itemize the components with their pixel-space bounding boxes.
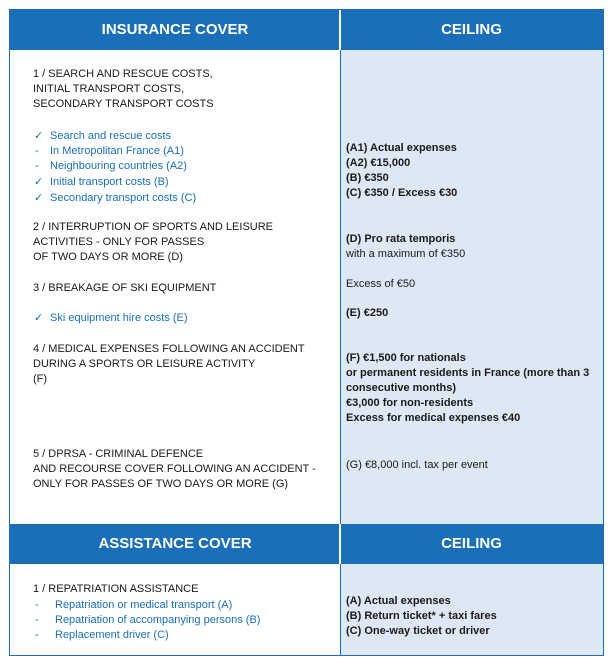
insurance-ceiling-heading: CEILING bbox=[441, 21, 502, 38]
section2-title-line1: 2 / INTERRUPTION OF SPORTS AND LEISURE bbox=[33, 221, 274, 233]
dash-marker: - bbox=[35, 614, 39, 626]
section2-title-line2: ACTIVITIES - ONLY FOR PASSES bbox=[33, 236, 205, 248]
ceiling-g: (G) €8,000 incl. tax per event bbox=[346, 459, 488, 471]
ceiling-excess-50: Excess of €50 bbox=[346, 278, 416, 290]
item-secondary-transport: Secondary transport costs (C) bbox=[50, 192, 197, 204]
dash-marker: - bbox=[35, 599, 39, 611]
dash-marker: - bbox=[35, 629, 39, 641]
item-repatriation-accompanying: Repatriation of accompanying persons (B) bbox=[55, 614, 261, 626]
insurance-cover-heading: INSURANCE COVER bbox=[101, 21, 249, 38]
section5-title-line3: ONLY FOR PASSES OF TWO DAYS OR MORE (G) bbox=[33, 478, 289, 490]
ceiling-c: (C) €350 / Excess €30 bbox=[346, 187, 458, 199]
ceiling-f-non-residents: €3,000 for non-residents bbox=[346, 397, 474, 409]
ceiling-e: (E) €250 bbox=[346, 307, 389, 319]
section2-title-line3: OF TWO DAYS OR MORE (D) bbox=[33, 251, 183, 263]
section4-title-line3: (F) bbox=[33, 373, 48, 385]
ceiling-f-nationals: (F) €1,500 for nationals bbox=[346, 352, 466, 364]
item-metropolitan-france: In Metropolitan France (A1) bbox=[50, 145, 184, 157]
check-icon: ✓ bbox=[34, 312, 44, 324]
dash-marker: - bbox=[35, 160, 39, 172]
item-search-rescue: Search and rescue costs bbox=[50, 130, 172, 142]
ceiling-d-max: with a maximum of €350 bbox=[346, 248, 466, 260]
ceiling-assist-a: (A) Actual expenses bbox=[346, 595, 451, 607]
ceiling-f-excess: Excess for medical expenses €40 bbox=[346, 412, 521, 424]
section5-title-line2: AND RECOURSE COVER FOLLOWING AN ACCIDENT - bbox=[33, 463, 316, 475]
dash-marker: - bbox=[35, 145, 39, 157]
ceiling-a1: (A1) Actual expenses bbox=[346, 142, 457, 154]
item-repatriation-medical: Repatriation or medical transport (A) bbox=[55, 599, 233, 611]
assistance-header-row bbox=[10, 524, 603, 564]
ceiling-d: (D) Pro rata temporis bbox=[346, 233, 456, 245]
section5-title-line1: 5 / DPRSA - CRIMINAL DEFENCE bbox=[33, 448, 204, 460]
check-icon: ✓ bbox=[34, 130, 44, 142]
coverage-table bbox=[9, 9, 604, 656]
item-ski-equipment-hire: Ski equipment hire costs (E) bbox=[50, 312, 188, 324]
insurance-header-row bbox=[10, 10, 603, 50]
ceiling-a2: (A2) €15,000 bbox=[346, 157, 411, 169]
section1-title-line2: INITIAL TRANSPORT COSTS, bbox=[33, 83, 185, 95]
section1-title-line3: SECONDARY TRANSPORT COSTS bbox=[33, 98, 214, 110]
section4-title-line2: DURING A SPORTS OR LEISURE ACTIVITY bbox=[33, 358, 256, 370]
assistance-cover-heading: ASSISTANCE COVER bbox=[98, 535, 252, 552]
item-replacement-driver: Replacement driver (C) bbox=[55, 629, 169, 641]
section3-title: 3 / BREAKAGE OF SKI EQUIPMENT bbox=[33, 282, 217, 294]
item-neighbouring-countries: Neighbouring countries (A2) bbox=[50, 160, 187, 172]
check-icon: ✓ bbox=[34, 176, 44, 188]
ceiling-assist-b: (B) Return ticket* + taxi fares bbox=[346, 610, 497, 622]
ceiling-f-months: consecutive months) bbox=[346, 382, 457, 394]
ceiling-f-residents: or permanent residents in France (more than 3 bbox=[346, 367, 590, 379]
assistance-ceiling-heading: CEILING bbox=[441, 535, 502, 552]
ceiling-assist-c: (C) One-way ticket or driver bbox=[346, 625, 490, 637]
section4-title-line1: 4 / MEDICAL EXPENSES FOLLOWING AN ACCIDENT bbox=[33, 343, 305, 355]
ceiling-b: (B) €350 bbox=[346, 172, 389, 184]
assistance-section1-title: 1 / REPATRIATION ASSISTANCE bbox=[33, 583, 199, 595]
check-icon: ✓ bbox=[34, 192, 44, 204]
section1-title-line1: 1 / SEARCH AND RESCUE COSTS, bbox=[33, 68, 213, 80]
item-initial-transport: Initial transport costs (B) bbox=[50, 176, 169, 188]
